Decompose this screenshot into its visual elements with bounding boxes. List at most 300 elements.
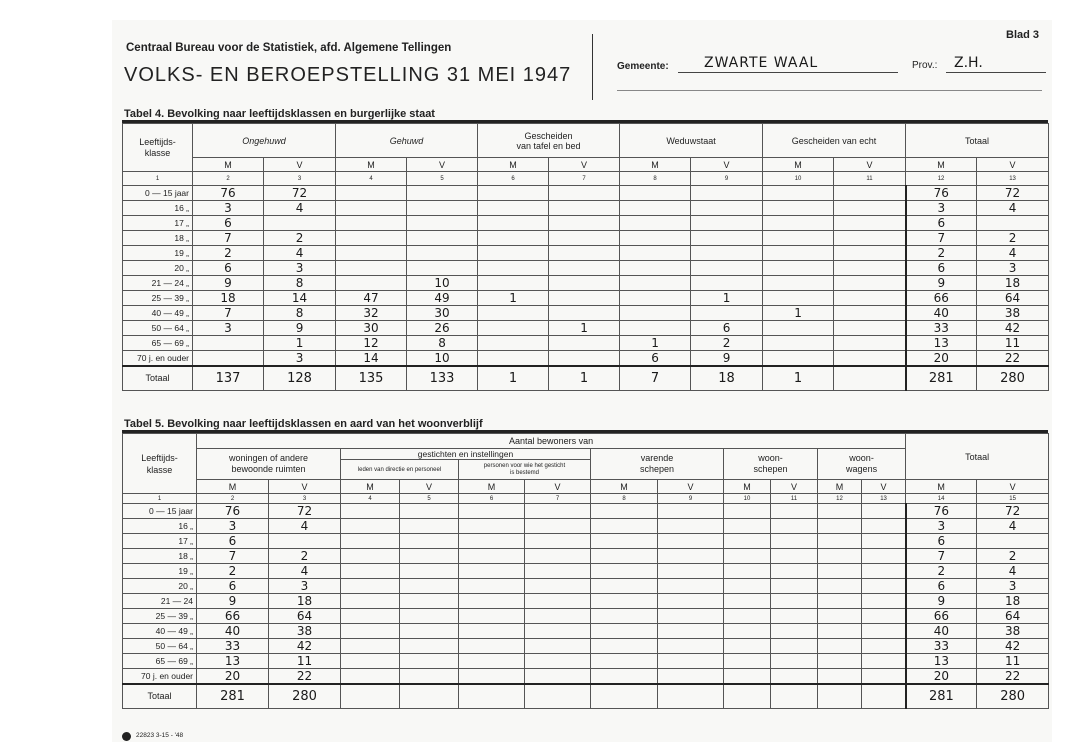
table-cell: 2 bbox=[691, 336, 763, 351]
table-cell: 40 bbox=[906, 306, 977, 321]
table-cell bbox=[549, 336, 620, 351]
age-label: 70 j. en ouder bbox=[123, 351, 193, 367]
table-cell: 30 bbox=[336, 321, 407, 336]
table-cell: 6 bbox=[906, 261, 977, 276]
empty-cell bbox=[525, 624, 591, 639]
t4-colnum: 1 bbox=[123, 172, 193, 186]
table-cell: 8 bbox=[264, 276, 336, 291]
empty-cell bbox=[341, 549, 400, 564]
t4-v-1: V bbox=[264, 158, 336, 172]
empty-cell bbox=[658, 564, 724, 579]
empty-cell bbox=[658, 504, 724, 519]
table-cell: 2 bbox=[977, 231, 1049, 246]
table-cell bbox=[834, 351, 906, 367]
table-cell bbox=[620, 201, 691, 216]
table-cell: 33 bbox=[197, 639, 269, 654]
empty-cell bbox=[724, 549, 771, 564]
age-label: 50 — 64 „ bbox=[123, 321, 193, 336]
empty-cell bbox=[459, 654, 525, 669]
table-cell: 72 bbox=[977, 186, 1049, 201]
table-row bbox=[123, 654, 1049, 669]
age-label: 21 — 24 „ bbox=[123, 276, 193, 291]
table-cell: 38 bbox=[977, 624, 1049, 639]
empty-cell bbox=[724, 639, 771, 654]
table-cell: 2 bbox=[264, 231, 336, 246]
empty-cell bbox=[459, 549, 525, 564]
table-cell: 4 bbox=[269, 519, 341, 534]
table-cell: 6 bbox=[691, 321, 763, 336]
prov-line bbox=[946, 72, 1046, 73]
empty-cell bbox=[400, 534, 459, 549]
table-cell: 4 bbox=[977, 564, 1049, 579]
table-cell: 49 bbox=[407, 291, 478, 306]
table-cell: 33 bbox=[906, 321, 977, 336]
table-cell bbox=[620, 246, 691, 261]
age-label: 17 „ bbox=[123, 216, 193, 231]
empty-cell bbox=[818, 669, 862, 685]
t5-colnum: 9 bbox=[658, 494, 724, 504]
empty-cell bbox=[525, 534, 591, 549]
table-cell bbox=[977, 534, 1049, 549]
table-cell bbox=[193, 351, 264, 367]
table-cell bbox=[620, 291, 691, 306]
table-cell bbox=[549, 276, 620, 291]
table-cell: 6 bbox=[193, 261, 264, 276]
table-cell: 38 bbox=[269, 624, 341, 639]
table-cell bbox=[478, 351, 549, 367]
empty-cell bbox=[818, 519, 862, 534]
empty-cell bbox=[341, 594, 400, 609]
empty-cell bbox=[862, 654, 906, 669]
footer-code: 22823 3-15 - '48 bbox=[136, 732, 184, 739]
empty-cell bbox=[862, 624, 906, 639]
table-cell: 22 bbox=[977, 669, 1049, 685]
t4-colnum: 6 bbox=[478, 172, 549, 186]
age-label: 19 „ bbox=[123, 246, 193, 261]
table-cell: 2 bbox=[977, 549, 1049, 564]
table-cell: 18 bbox=[977, 276, 1049, 291]
empty-cell bbox=[818, 639, 862, 654]
table-cell bbox=[763, 261, 834, 276]
total-cell: 281 bbox=[197, 684, 269, 708]
table-cell bbox=[478, 186, 549, 201]
empty-cell bbox=[771, 639, 818, 654]
empty-cell bbox=[862, 534, 906, 549]
empty-cell bbox=[459, 684, 525, 708]
table-cell: 3 bbox=[193, 321, 264, 336]
tabel5-woningen-header: woningen of andere bewoonde ruimten bbox=[197, 449, 341, 480]
table-cell: 9 bbox=[906, 594, 977, 609]
table-cell: 9 bbox=[197, 594, 269, 609]
empty-cell bbox=[591, 564, 658, 579]
table-cell: 7 bbox=[906, 549, 977, 564]
tabel5-caption: Tabel 5. Bevolking naar leeftijdsklassen en aard van het woonverblijf bbox=[124, 418, 483, 430]
empty-cell bbox=[771, 594, 818, 609]
table-cell: 6 bbox=[197, 579, 269, 594]
table-cell: 11 bbox=[269, 654, 341, 669]
t5-colnum: 10 bbox=[724, 494, 771, 504]
table-cell bbox=[478, 321, 549, 336]
table-cell: 6 bbox=[193, 216, 264, 231]
table-cell: 9 bbox=[193, 276, 264, 291]
empty-cell bbox=[724, 579, 771, 594]
table-cell: 2 bbox=[269, 549, 341, 564]
table-cell bbox=[763, 276, 834, 291]
table-row bbox=[123, 321, 1049, 336]
empty-cell bbox=[771, 609, 818, 624]
table-cell bbox=[264, 216, 336, 231]
age-label: 16 „ bbox=[123, 201, 193, 216]
tabel5-aantal-header: Aantal bewoners van bbox=[197, 434, 906, 449]
table-cell: 3 bbox=[264, 261, 336, 276]
gemeente-label: Gemeente: bbox=[617, 61, 669, 72]
table-cell: 64 bbox=[977, 291, 1049, 306]
table-cell bbox=[549, 261, 620, 276]
empty-cell bbox=[658, 519, 724, 534]
table-row bbox=[123, 549, 1049, 564]
gemeente-line bbox=[678, 72, 898, 73]
t5-colnum: 13 bbox=[862, 494, 906, 504]
table-cell bbox=[478, 201, 549, 216]
table-cell bbox=[193, 336, 264, 351]
table-cell: 40 bbox=[906, 624, 977, 639]
empty-cell bbox=[591, 639, 658, 654]
table-cell: 3 bbox=[906, 519, 977, 534]
table-cell: 30 bbox=[407, 306, 478, 321]
table-cell bbox=[691, 276, 763, 291]
table-cell bbox=[336, 201, 407, 216]
table-cell bbox=[763, 321, 834, 336]
empty-cell bbox=[658, 594, 724, 609]
table-row bbox=[123, 216, 1049, 231]
total-cell: 18 bbox=[691, 366, 763, 390]
total-label: Totaal bbox=[123, 366, 193, 390]
empty-cell bbox=[862, 564, 906, 579]
table-cell: 18 bbox=[977, 594, 1049, 609]
table-cell: 72 bbox=[977, 504, 1049, 519]
t5-v: V bbox=[400, 480, 459, 494]
empty-cell bbox=[525, 519, 591, 534]
table-cell bbox=[691, 306, 763, 321]
table-cell: 7 bbox=[193, 306, 264, 321]
t4-m-1: M bbox=[193, 158, 264, 172]
empty-cell bbox=[591, 504, 658, 519]
total-cell: 280 bbox=[269, 684, 341, 708]
table-cell: 2 bbox=[906, 564, 977, 579]
tabel4-caption: Tabel 4. Bevolking naar leeftijdsklassen en burgerlijke staat bbox=[124, 108, 435, 120]
table-cell: 9 bbox=[264, 321, 336, 336]
gemeente-value: ZWARTE WAAL bbox=[704, 55, 819, 71]
empty-cell bbox=[771, 579, 818, 594]
empty-cell bbox=[591, 624, 658, 639]
empty-cell bbox=[862, 504, 906, 519]
table-row bbox=[123, 669, 1049, 685]
age-label: 20 „ bbox=[123, 579, 197, 594]
t5-m: M bbox=[459, 480, 525, 494]
table-cell bbox=[834, 201, 906, 216]
table-cell: 12 bbox=[336, 336, 407, 351]
table-cell: 7 bbox=[906, 231, 977, 246]
table-cell: 4 bbox=[977, 201, 1049, 216]
age-label: 18 „ bbox=[123, 549, 197, 564]
empty-cell bbox=[591, 534, 658, 549]
empty-cell bbox=[591, 549, 658, 564]
table-cell bbox=[691, 186, 763, 201]
table-cell: 13 bbox=[906, 336, 977, 351]
table-row bbox=[123, 261, 1049, 276]
empty-cell bbox=[591, 654, 658, 669]
empty-cell bbox=[459, 594, 525, 609]
empty-cell bbox=[459, 579, 525, 594]
empty-cell bbox=[400, 564, 459, 579]
empty-cell bbox=[525, 639, 591, 654]
table-cell bbox=[620, 306, 691, 321]
empty-cell bbox=[862, 639, 906, 654]
total-cell: 280 bbox=[977, 684, 1049, 708]
table-cell bbox=[691, 216, 763, 231]
empty-cell bbox=[341, 684, 400, 708]
empty-cell bbox=[771, 684, 818, 708]
table-cell: 6 bbox=[620, 351, 691, 367]
t5-colnum: 4 bbox=[341, 494, 400, 504]
table-cell: 42 bbox=[977, 321, 1049, 336]
sheet-number: Blad 3 bbox=[1006, 29, 1040, 41]
empty-cell bbox=[341, 534, 400, 549]
age-label: 65 — 69 „ bbox=[123, 336, 193, 351]
age-label: 18 „ bbox=[123, 231, 193, 246]
table-cell bbox=[834, 261, 906, 276]
table-cell: 6 bbox=[906, 216, 977, 231]
table-cell: 3 bbox=[197, 519, 269, 534]
table-row bbox=[123, 186, 1049, 201]
table-cell bbox=[336, 231, 407, 246]
tabel4-group-ongehuwd: Ongehuwd bbox=[193, 124, 336, 158]
t5-colnum: 1 bbox=[123, 494, 197, 504]
empty-cell bbox=[658, 549, 724, 564]
table-cell bbox=[407, 231, 478, 246]
age-label: 25 — 39 „ bbox=[123, 291, 193, 306]
table-cell: 72 bbox=[269, 504, 341, 519]
empty-cell bbox=[818, 504, 862, 519]
table-cell: 4 bbox=[977, 519, 1049, 534]
table-cell: 3 bbox=[977, 579, 1049, 594]
table-row bbox=[123, 579, 1049, 594]
empty-cell bbox=[818, 549, 862, 564]
empty-cell bbox=[591, 579, 658, 594]
table-cell: 64 bbox=[977, 609, 1049, 624]
age-label: 50 — 64 „ bbox=[123, 639, 197, 654]
empty-cell bbox=[525, 684, 591, 708]
table-cell bbox=[478, 231, 549, 246]
table-cell bbox=[977, 216, 1049, 231]
table-cell bbox=[549, 216, 620, 231]
t4-m-5: M bbox=[763, 158, 834, 172]
empty-cell bbox=[525, 609, 591, 624]
t4-colnum: 8 bbox=[620, 172, 691, 186]
table-row bbox=[123, 246, 1049, 261]
table-cell: 2 bbox=[197, 564, 269, 579]
t5-colnum: 3 bbox=[269, 494, 341, 504]
empty-cell bbox=[724, 534, 771, 549]
table-cell bbox=[336, 186, 407, 201]
empty-cell bbox=[459, 609, 525, 624]
empty-cell bbox=[400, 654, 459, 669]
empty-cell bbox=[459, 669, 525, 685]
t4-v-6: V bbox=[977, 158, 1049, 172]
table-row bbox=[123, 624, 1049, 639]
empty-cell bbox=[724, 609, 771, 624]
age-label: 25 — 39 „ bbox=[123, 609, 197, 624]
t4-m-2: M bbox=[336, 158, 407, 172]
age-label: 21 — 24 bbox=[123, 594, 197, 609]
table-cell: 1 bbox=[763, 306, 834, 321]
table-cell bbox=[691, 246, 763, 261]
t4-colnum: 3 bbox=[264, 172, 336, 186]
table-cell bbox=[691, 231, 763, 246]
table-row bbox=[123, 519, 1049, 534]
table-row bbox=[123, 231, 1049, 246]
t5-colnum: 2 bbox=[197, 494, 269, 504]
total-cell: 280 bbox=[977, 366, 1049, 390]
empty-cell bbox=[724, 669, 771, 685]
table-row bbox=[123, 276, 1049, 291]
empty-cell bbox=[341, 564, 400, 579]
empty-cell bbox=[862, 609, 906, 624]
table-cell: 10 bbox=[407, 276, 478, 291]
empty-cell bbox=[658, 654, 724, 669]
t5-v: V bbox=[525, 480, 591, 494]
t4-colnum: 12 bbox=[906, 172, 977, 186]
t5-v: V bbox=[977, 480, 1049, 494]
table-cell bbox=[549, 231, 620, 246]
prov-value: Z.H. bbox=[954, 55, 983, 71]
age-label: 19 „ bbox=[123, 564, 197, 579]
empty-cell bbox=[818, 684, 862, 708]
t5-v: V bbox=[658, 480, 724, 494]
table-cell: 13 bbox=[197, 654, 269, 669]
header-rule bbox=[617, 90, 1042, 91]
table-cell: 47 bbox=[336, 291, 407, 306]
bureau-line: Centraal Bureau voor de Statistiek, afd. Algemene Tellingen bbox=[126, 42, 452, 54]
t5-m: M bbox=[591, 480, 658, 494]
table-cell: 3 bbox=[193, 201, 264, 216]
table-cell bbox=[763, 336, 834, 351]
t5-v: V bbox=[771, 480, 818, 494]
table-cell bbox=[336, 261, 407, 276]
empty-cell bbox=[724, 654, 771, 669]
age-label: 20 „ bbox=[123, 261, 193, 276]
t4-v-5: V bbox=[834, 158, 906, 172]
empty-cell bbox=[818, 594, 862, 609]
tabel4-row-header: Leeftijds- klasse bbox=[123, 124, 193, 172]
table-cell: 1 bbox=[549, 321, 620, 336]
table-cell bbox=[834, 231, 906, 246]
table-cell bbox=[620, 276, 691, 291]
table-row bbox=[123, 594, 1049, 609]
age-label: 0 — 15 jaar bbox=[123, 186, 193, 201]
t4-colnum: 9 bbox=[691, 172, 763, 186]
empty-cell bbox=[525, 594, 591, 609]
table-cell: 7 bbox=[193, 231, 264, 246]
prov-label: Prov.: bbox=[912, 60, 938, 71]
table-row bbox=[123, 534, 1049, 549]
empty-cell bbox=[862, 684, 906, 708]
empty-cell bbox=[658, 624, 724, 639]
table-cell bbox=[549, 201, 620, 216]
total-cell: 128 bbox=[264, 366, 336, 390]
table-cell bbox=[763, 231, 834, 246]
empty-cell bbox=[658, 609, 724, 624]
empty-cell bbox=[818, 609, 862, 624]
table-cell: 8 bbox=[264, 306, 336, 321]
header-divider bbox=[592, 34, 593, 100]
table-row bbox=[123, 336, 1049, 351]
table-cell bbox=[407, 216, 478, 231]
empty-cell bbox=[658, 639, 724, 654]
table-cell: 3 bbox=[977, 261, 1049, 276]
t4-colnum: 10 bbox=[763, 172, 834, 186]
empty-cell bbox=[459, 639, 525, 654]
table-cell: 22 bbox=[269, 669, 341, 685]
age-label: 70 j. en ouder bbox=[123, 669, 197, 685]
t4-colnum: 4 bbox=[336, 172, 407, 186]
printer-seal-icon bbox=[122, 732, 131, 741]
table-cell: 1 bbox=[691, 291, 763, 306]
empty-cell bbox=[771, 654, 818, 669]
table-cell bbox=[407, 201, 478, 216]
table-cell: 14 bbox=[336, 351, 407, 367]
table-cell bbox=[763, 216, 834, 231]
t4-v-4: V bbox=[691, 158, 763, 172]
t4-v-3: V bbox=[549, 158, 620, 172]
tabel5-leden-header: leden van directie en personeel bbox=[341, 460, 459, 480]
age-label: 0 — 15 jaar bbox=[123, 504, 197, 519]
table-cell: 6 bbox=[906, 534, 977, 549]
t4-m-6: M bbox=[906, 158, 977, 172]
table-cell bbox=[549, 246, 620, 261]
tabel4-group-gehuwd: Gehuwd bbox=[336, 124, 478, 158]
table-cell: 66 bbox=[906, 291, 977, 306]
empty-cell bbox=[818, 654, 862, 669]
table-cell bbox=[834, 246, 906, 261]
table-cell bbox=[763, 186, 834, 201]
t4-colnum: 5 bbox=[407, 172, 478, 186]
table-cell bbox=[407, 186, 478, 201]
empty-cell bbox=[591, 519, 658, 534]
age-label: 65 — 69 „ bbox=[123, 654, 197, 669]
table-cell bbox=[478, 276, 549, 291]
table-row bbox=[123, 564, 1049, 579]
table-cell: 20 bbox=[197, 669, 269, 685]
empty-cell bbox=[658, 534, 724, 549]
table-row bbox=[123, 351, 1049, 367]
t5-colnum: 8 bbox=[591, 494, 658, 504]
empty-cell bbox=[400, 639, 459, 654]
table-cell bbox=[549, 186, 620, 201]
table-cell: 4 bbox=[264, 201, 336, 216]
empty-cell bbox=[341, 609, 400, 624]
table-cell: 26 bbox=[407, 321, 478, 336]
tabel5-woonwagens-header: woon- wagens bbox=[818, 449, 906, 480]
empty-cell bbox=[459, 624, 525, 639]
table-cell bbox=[336, 216, 407, 231]
empty-cell bbox=[400, 669, 459, 685]
age-label: 40 — 49 „ bbox=[123, 306, 193, 321]
table-row bbox=[123, 291, 1049, 306]
tabel4-group-weduwstaat: Weduwstaat bbox=[620, 124, 763, 158]
census-form-sheet bbox=[112, 20, 1052, 742]
tabel5-gestichten-header: gestichten en instellingen bbox=[341, 449, 591, 460]
